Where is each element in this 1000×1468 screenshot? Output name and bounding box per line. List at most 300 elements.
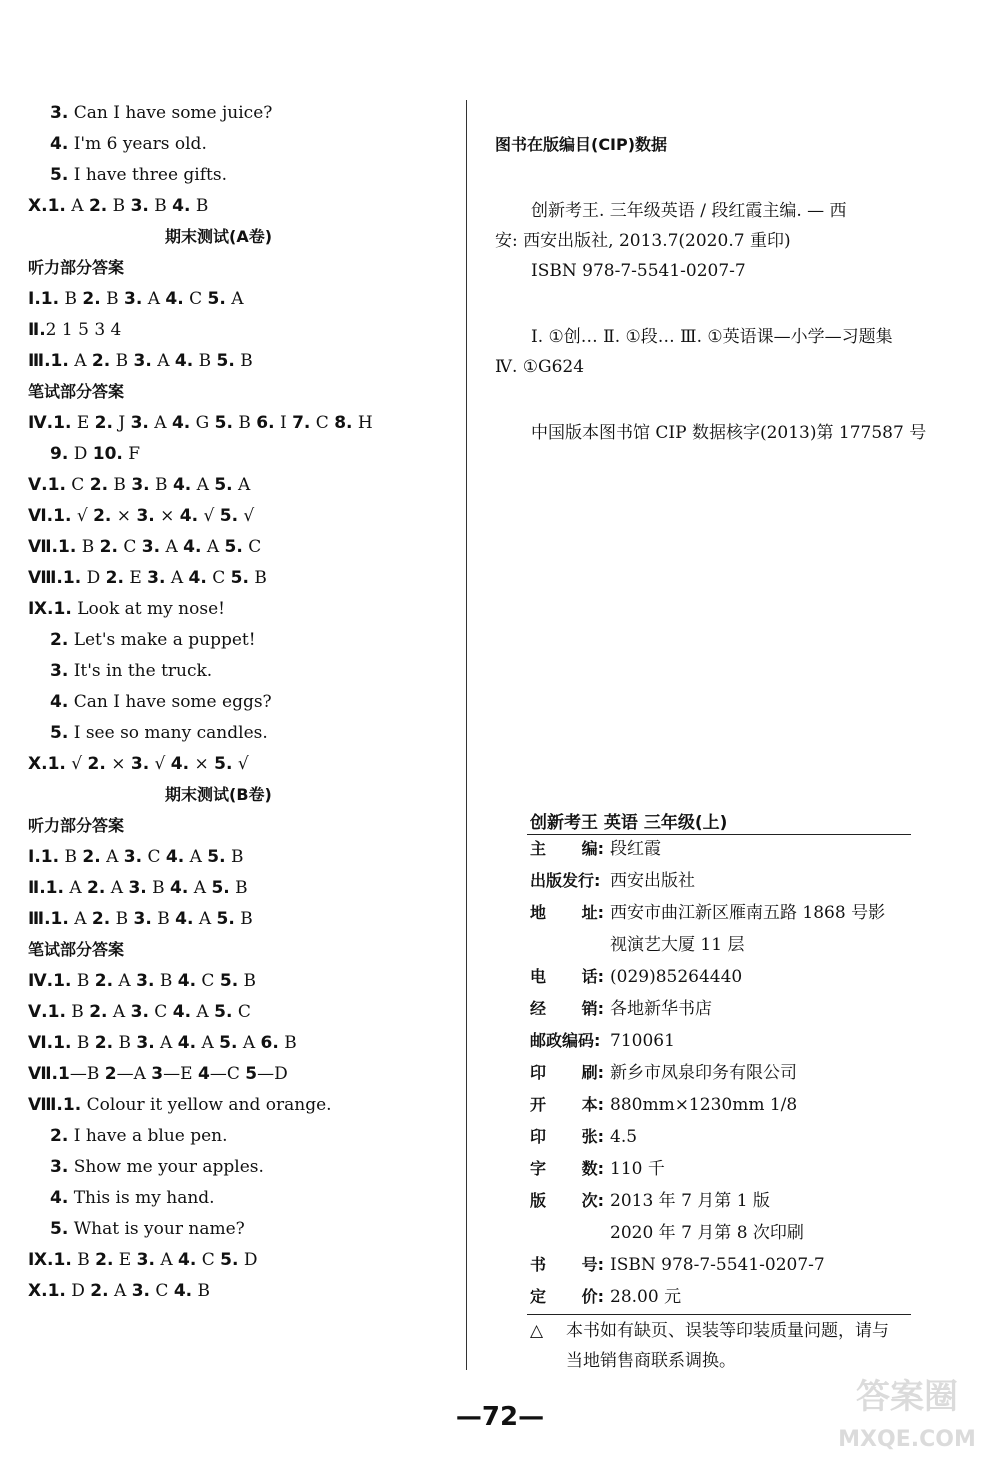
info-label-part: 刷: xyxy=(581,1063,604,1082)
answer-text: A xyxy=(68,909,92,929)
item-number: 2. xyxy=(94,971,114,991)
item-number: 5. xyxy=(50,1219,69,1239)
answer-text: B xyxy=(192,1281,211,1301)
item-number: 3. xyxy=(133,909,152,929)
answer-text: A xyxy=(232,475,251,495)
answer-text: A xyxy=(191,475,215,495)
item-number: 5. xyxy=(214,475,233,495)
item-number: 2. xyxy=(50,1126,69,1146)
item-number: 2. xyxy=(82,847,101,867)
item-number: 5. xyxy=(216,351,235,371)
info-label xyxy=(530,1190,604,1212)
item-number: 4. xyxy=(177,971,197,991)
item-number: Ⅵ.1. xyxy=(28,1033,72,1053)
book-title: 创新考王 英语 三年级(上) xyxy=(530,813,728,833)
info-label xyxy=(530,1094,604,1116)
info-value: 110 千 xyxy=(610,1159,665,1179)
item-number: 5. xyxy=(211,878,230,898)
answer-text: A xyxy=(105,878,129,898)
item-number: 8. xyxy=(334,413,353,433)
section-heading: 笔试部分答案 xyxy=(28,940,125,959)
item-number: 2. xyxy=(105,568,124,588)
item-number: Ⅲ.1. xyxy=(28,351,69,371)
answer-line xyxy=(50,134,207,154)
answer-text: Colour it yellow and orange. xyxy=(81,1095,332,1115)
answer-text: A xyxy=(165,568,189,588)
answer-text: E xyxy=(71,413,95,433)
item-number: 3. xyxy=(147,568,166,588)
column-divider xyxy=(466,100,467,1370)
item-number: 4. xyxy=(172,196,191,216)
info-label-part: 编: xyxy=(581,839,604,858)
answer-text: Can I have some eggs? xyxy=(68,692,272,712)
answer-text: B xyxy=(71,971,95,991)
answer-text: B xyxy=(229,878,248,898)
item-number: 4. xyxy=(178,1250,197,1270)
page-number: —72— xyxy=(455,1402,545,1432)
answer-line xyxy=(50,1157,264,1177)
item-number: 5. xyxy=(214,754,233,774)
item-number: 3. xyxy=(141,537,161,557)
answer-text: A xyxy=(100,847,124,867)
answer-line xyxy=(50,723,268,743)
answer-line xyxy=(28,1033,297,1053)
item-number: 4. xyxy=(172,1002,192,1022)
info-value: 880mm×1230mm 1/8 xyxy=(610,1095,798,1115)
answer-text: A xyxy=(148,413,172,433)
answer-text: It's in the truck. xyxy=(68,661,213,681)
answer-text: B xyxy=(71,1033,95,1053)
answer-text: Show me your apples. xyxy=(68,1157,264,1177)
info-label xyxy=(530,902,604,924)
item-number: 5. xyxy=(219,506,239,526)
item-number: Ⅰ.1. xyxy=(28,289,60,309)
answer-text: This is my hand. xyxy=(68,1188,215,1208)
info-label-part: 印 xyxy=(530,1127,547,1146)
item-number: 4. xyxy=(50,134,69,154)
item-number: Ⅱ.1. xyxy=(28,878,64,898)
answer-line xyxy=(28,196,208,216)
item-number: 3. xyxy=(50,103,69,123)
item-number: 3. xyxy=(130,1002,149,1022)
item-number: 4. xyxy=(188,568,207,588)
answer-text: A xyxy=(196,1033,220,1053)
answer-text: B xyxy=(232,413,257,433)
item-number: 4. xyxy=(165,847,185,867)
answer-text: × xyxy=(189,754,215,774)
answer-text: B xyxy=(225,847,244,867)
info-label xyxy=(530,1158,604,1180)
item-number: 2. xyxy=(93,506,112,526)
item-number: 6. xyxy=(256,413,275,433)
info-value: 各地新华书店 xyxy=(610,999,712,1019)
item-number: 2. xyxy=(88,196,108,216)
answer-text: C xyxy=(206,568,231,588)
answer-line xyxy=(28,289,244,309)
item-number: 5. xyxy=(230,568,249,588)
item-number: 2. xyxy=(91,351,111,371)
item-number: 9. xyxy=(50,444,69,464)
answer-text: Can I have some juice? xyxy=(68,103,273,123)
answer-text: F xyxy=(122,444,141,464)
answer-text: C xyxy=(196,1250,221,1270)
item-number: Ⅳ.1. xyxy=(28,971,72,991)
item-number: 2. xyxy=(82,289,101,309)
answer-text: A xyxy=(184,847,208,867)
answer-line xyxy=(50,165,227,185)
info-value: 视演艺大厦 11 层 xyxy=(610,935,745,955)
cip-title: 图书在版编目(CIP)数据 xyxy=(495,135,668,154)
item-number: 2. xyxy=(94,1033,114,1053)
answer-text: A xyxy=(151,351,175,371)
item-number: Ⅹ.1. xyxy=(28,196,66,216)
answer-line xyxy=(28,1281,210,1301)
info-label-part: 数: xyxy=(581,1159,604,1178)
answer-text: B xyxy=(234,351,253,371)
item-number: 4. xyxy=(170,878,189,898)
answer-line xyxy=(28,537,261,557)
info-value: 2020 年 7 月第 8 次印刷 xyxy=(610,1223,804,1243)
answer-text: B xyxy=(154,971,178,991)
answer-text: Let's make a puppet! xyxy=(68,630,256,650)
notice-line-2: 当地销售商联系调换。 xyxy=(566,1351,736,1371)
answer-text: B xyxy=(113,1033,137,1053)
info-value: 28.00 元 xyxy=(610,1287,682,1307)
info-value: 710061 xyxy=(610,1031,675,1051)
item-number: 3. xyxy=(50,1157,69,1177)
answer-text: D xyxy=(65,1281,91,1301)
item-number: Ⅶ.1. xyxy=(28,537,77,557)
answer-text: C xyxy=(310,413,335,433)
info-value: 新乡市凤泉印务有限公司 xyxy=(610,1063,797,1083)
watermark-logo xyxy=(832,1366,982,1456)
item-number: 4. xyxy=(183,537,202,557)
info-label-part: 开 xyxy=(530,1095,547,1114)
answer-text: I have a blue pen. xyxy=(68,1126,228,1146)
answer-text: I see so many candles. xyxy=(68,723,268,743)
info-label xyxy=(530,1286,604,1308)
answer-text: B xyxy=(108,475,132,495)
item-number: 3. xyxy=(136,506,155,526)
answer-text: B xyxy=(100,289,124,309)
item-number: 5. xyxy=(207,847,226,867)
info-label xyxy=(530,966,604,988)
item-number: 3. xyxy=(136,1250,155,1270)
answer-line xyxy=(28,971,256,991)
item-number: 4. xyxy=(50,692,69,712)
answer-text: B xyxy=(238,971,257,991)
answer-line xyxy=(28,413,373,433)
answer-line xyxy=(28,506,254,526)
section-heading: 笔试部分答案 xyxy=(28,382,125,401)
answer-text: C xyxy=(242,537,262,557)
answer-text: A xyxy=(142,289,166,309)
answer-text: C xyxy=(148,1002,173,1022)
answer-line xyxy=(50,1188,215,1208)
answer-text: B xyxy=(59,289,83,309)
item-number: 4 xyxy=(197,1064,210,1084)
answer-text: B xyxy=(151,909,176,929)
item-number: 2. xyxy=(99,537,118,557)
item-number: 5. xyxy=(216,909,235,929)
answer-text: A xyxy=(225,289,244,309)
cip-classification-line-1: Ⅰ. ①创… Ⅱ. ①段… Ⅲ. ①英语课—小学—习题集 xyxy=(531,327,893,347)
answer-text: A xyxy=(107,1002,131,1022)
answer-text: A xyxy=(193,909,217,929)
answer-text: A xyxy=(237,1033,261,1053)
item-number: 2. xyxy=(50,630,69,650)
answer-text: —D xyxy=(257,1064,288,1084)
info-label-part: 价: xyxy=(581,1287,604,1306)
answer-line xyxy=(50,630,256,650)
cip-record-number: 中国版本图书馆 CIP 数据核字(2013)第 177587 号 xyxy=(531,423,927,443)
item-number: 3. xyxy=(133,351,152,371)
item-number: 2. xyxy=(90,1281,109,1301)
answer-text: I xyxy=(274,413,293,433)
answer-text: B xyxy=(110,909,134,929)
answer-text: √ xyxy=(238,506,255,526)
answer-text: E xyxy=(113,1250,137,1270)
answer-text: √ xyxy=(71,506,94,526)
info-label-part: 次: xyxy=(581,1191,604,1210)
answer-line xyxy=(28,878,248,898)
answer-text: A xyxy=(191,1002,215,1022)
section-heading: 听力部分答案 xyxy=(28,816,125,835)
answer-text: I'm 6 years old. xyxy=(68,134,207,154)
item-number: 5. xyxy=(50,165,69,185)
section-heading: 听力部分答案 xyxy=(28,258,125,277)
info-label-part: 地 xyxy=(530,903,547,922)
item-number: 3. xyxy=(136,1033,155,1053)
answer-line xyxy=(50,692,272,712)
item-number: 5 xyxy=(245,1064,258,1084)
answer-text: A xyxy=(188,878,212,898)
answer-text: B xyxy=(59,847,83,867)
item-number: Ⅶ.1 xyxy=(28,1064,70,1084)
answer-line xyxy=(28,599,225,619)
item-number: 6. xyxy=(260,1033,279,1053)
answer-text: Look at my nose! xyxy=(71,599,225,619)
answer-text: B xyxy=(190,196,209,216)
item-number: 4. xyxy=(174,351,194,371)
answer-text: A xyxy=(68,351,92,371)
answer-line xyxy=(28,475,250,495)
cip-bibliographic-line-2: 安: 西安出版社, 2013.7(2020.7 重印) xyxy=(495,231,791,251)
answer-text: J xyxy=(112,413,131,433)
info-label-part: 书 xyxy=(530,1255,547,1274)
title-rule xyxy=(527,834,911,835)
notice-rule xyxy=(527,1314,911,1315)
triangle-icon: △ xyxy=(530,1321,544,1341)
answer-text: B xyxy=(278,1033,297,1053)
info-value: (029)85264440 xyxy=(610,967,743,987)
answer-text: —B xyxy=(69,1064,105,1084)
item-number: 4. xyxy=(177,1033,197,1053)
info-value: 西安出版社 xyxy=(610,871,695,891)
answer-text: √ xyxy=(149,754,171,774)
answer-text: What is your name? xyxy=(68,1219,245,1239)
answer-text: B xyxy=(148,196,173,216)
info-label-part: 本: xyxy=(581,1095,604,1114)
answer-line xyxy=(28,909,253,929)
info-label xyxy=(530,870,604,892)
answer-text: C xyxy=(232,1002,251,1022)
section-heading: 期末测试(A卷) xyxy=(165,227,273,246)
answer-text: C xyxy=(142,847,166,867)
item-number: 4. xyxy=(171,413,191,433)
item-number: Ⅰ.1. xyxy=(28,847,60,867)
info-label-part: 版 xyxy=(530,1191,547,1210)
item-number: 5. xyxy=(220,1250,239,1270)
info-label-part: 经 xyxy=(530,999,547,1018)
answer-line xyxy=(28,754,249,774)
answer-text: A xyxy=(201,537,225,557)
info-label-part: 邮政编码: xyxy=(530,1031,601,1050)
answer-text: B xyxy=(71,1250,96,1270)
item-number: 3. xyxy=(131,475,150,495)
item-number: 4. xyxy=(170,754,190,774)
answer-line xyxy=(50,1126,228,1146)
info-value: 4.5 xyxy=(610,1127,638,1147)
item-number: 4. xyxy=(165,289,184,309)
item-number: 4. xyxy=(172,475,192,495)
answer-text: B xyxy=(65,1002,90,1022)
answer-text: × xyxy=(111,506,137,526)
item-number: Ⅴ.1. xyxy=(28,1002,66,1022)
answer-text: C xyxy=(149,1281,174,1301)
notice-line-1: 本书如有缺页、误装等印装质量问题，请与 xyxy=(566,1321,889,1341)
answer-line xyxy=(28,351,253,371)
item-number: 2. xyxy=(94,413,113,433)
answer-text: A xyxy=(154,1250,179,1270)
answer-text: —A xyxy=(116,1064,152,1084)
item-number: 3. xyxy=(131,1281,150,1301)
info-label-part: 电 xyxy=(530,967,547,986)
info-label-part: 号: xyxy=(581,1255,604,1274)
item-number: 5. xyxy=(214,413,233,433)
info-label xyxy=(530,1254,604,1276)
answer-text: A xyxy=(63,878,88,898)
answer-text: B xyxy=(234,909,253,929)
info-value: 2013 年 7 月第 1 版 xyxy=(610,1191,770,1211)
answer-line xyxy=(28,847,244,867)
item-number: 3. xyxy=(130,754,150,774)
answer-line xyxy=(28,1250,257,1270)
answer-text: D xyxy=(238,1250,258,1270)
item-number: Ⅸ.1. xyxy=(28,599,72,619)
item-number: 2. xyxy=(89,475,109,495)
answer-text: B xyxy=(146,878,171,898)
info-value: 西安市曲江新区雁南五路 1868 号影 xyxy=(610,903,886,923)
info-value: ISBN 978-7-5541-0207-7 xyxy=(610,1255,825,1275)
item-number: 2. xyxy=(87,878,106,898)
info-label-part: 话: xyxy=(581,967,604,986)
item-number: 3. xyxy=(128,878,147,898)
item-number: 2 xyxy=(104,1064,117,1084)
answer-text: B xyxy=(193,351,217,371)
watermark-text: 答案圈 xyxy=(856,1377,958,1417)
answer-text: √ xyxy=(65,754,88,774)
info-label-part: 字 xyxy=(530,1159,547,1178)
info-label xyxy=(530,1030,604,1052)
answer-text: √ xyxy=(232,754,249,774)
item-number: 3 xyxy=(151,1064,164,1084)
item-number: 7. xyxy=(292,413,311,433)
answer-text: D xyxy=(81,568,106,588)
item-number: 3. xyxy=(130,196,149,216)
info-value: 段红霞 xyxy=(610,839,661,859)
answer-text: D xyxy=(68,444,93,464)
answer-line xyxy=(50,661,212,681)
answer-line xyxy=(50,103,272,123)
item-number: 4. xyxy=(179,506,199,526)
book-title-line xyxy=(530,808,930,833)
answer-line xyxy=(28,1095,332,1115)
info-label xyxy=(530,838,604,860)
item-number: 4. xyxy=(50,1188,69,1208)
item-number: Ⅴ.1. xyxy=(28,475,66,495)
info-label-part: 出版发行: xyxy=(530,871,601,890)
answer-text: H xyxy=(352,413,373,433)
section-heading: 期末测试(B卷) xyxy=(165,785,272,804)
item-number: 2. xyxy=(89,1002,108,1022)
info-label xyxy=(530,1126,604,1148)
answer-text: —C xyxy=(209,1064,246,1084)
answer-text: A xyxy=(160,537,184,557)
item-number: 5. xyxy=(219,1033,238,1053)
answer-text: G xyxy=(190,413,215,433)
item-number: 3. xyxy=(130,413,149,433)
info-label-part: 销: xyxy=(581,999,604,1018)
answer-text: I have three gifts. xyxy=(68,165,227,185)
answer-text: A xyxy=(65,196,89,216)
info-label-part: 张: xyxy=(581,1127,604,1146)
item-number: Ⅱ. xyxy=(28,320,46,340)
item-number: 2. xyxy=(91,909,111,929)
answer-line xyxy=(28,1002,251,1022)
item-number: Ⅵ.1. xyxy=(28,506,72,526)
item-number: Ⅸ.1. xyxy=(28,1250,72,1270)
item-number: Ⅲ.1. xyxy=(28,909,69,929)
info-label xyxy=(530,998,604,1020)
item-number: Ⅷ.1. xyxy=(28,568,82,588)
answer-line xyxy=(50,1219,245,1239)
answer-text: B xyxy=(248,568,267,588)
answer-text: —E xyxy=(163,1064,198,1084)
answer-line xyxy=(28,568,267,588)
item-number: 3. xyxy=(124,289,143,309)
answer-text: 2 1 5 3 4 xyxy=(45,320,122,340)
answer-text: B xyxy=(149,475,173,495)
item-number: 4. xyxy=(173,1281,193,1301)
answer-text: √ xyxy=(198,506,220,526)
item-number: 2. xyxy=(95,1250,114,1270)
item-number: 3. xyxy=(136,971,155,991)
watermark-url: MXQE.COM xyxy=(838,1427,976,1452)
answer-text: C xyxy=(117,537,142,557)
item-number: 3. xyxy=(123,847,143,867)
answer-text: × xyxy=(105,754,131,774)
item-number: 4. xyxy=(175,909,194,929)
item-number: 10. xyxy=(92,444,123,464)
info-label-part: 定 xyxy=(530,1287,547,1306)
answer-text: A xyxy=(113,971,137,991)
item-number: 3. xyxy=(50,661,69,681)
item-number: Ⅹ.1. xyxy=(28,1281,66,1301)
cip-block xyxy=(495,130,925,160)
item-number: 5. xyxy=(214,1002,233,1022)
answer-line xyxy=(28,320,121,340)
